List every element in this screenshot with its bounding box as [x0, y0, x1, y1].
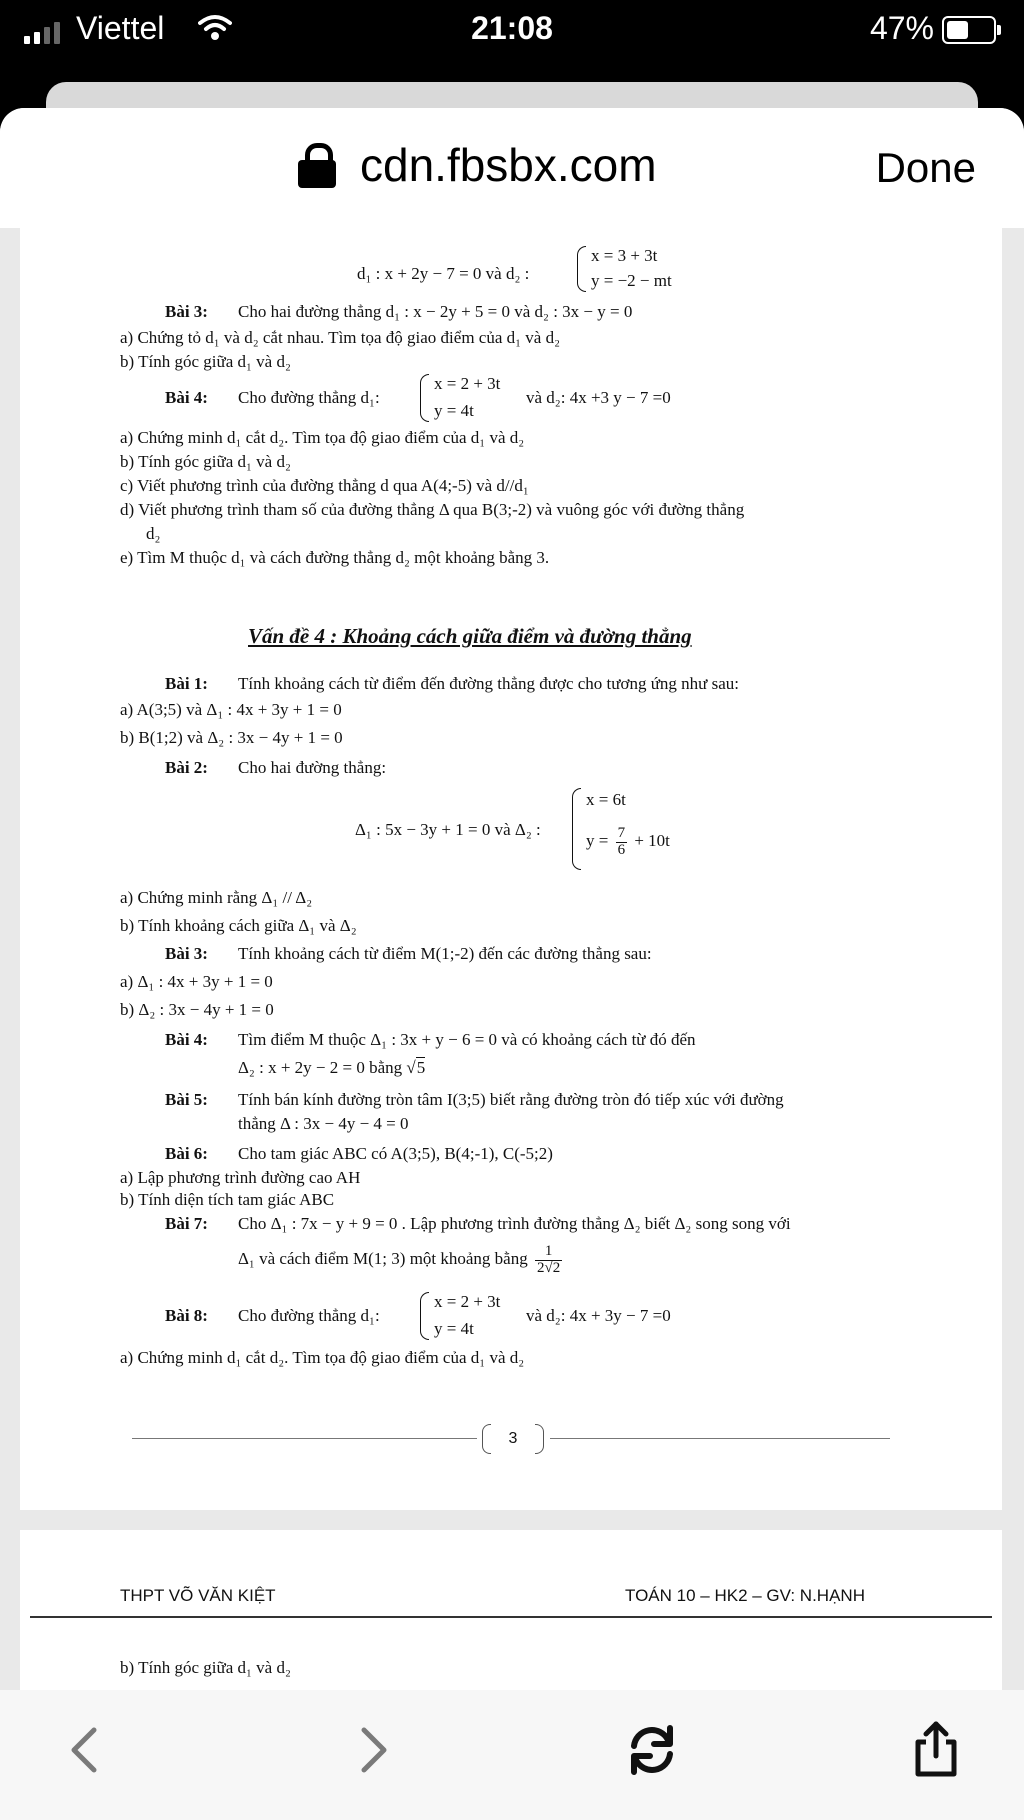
exercise-text: Tính khoảng cách từ điểm M(1;-2) đến các đường thẳng sau:: [238, 944, 652, 963]
system-row: x = 2 + 3t: [434, 1292, 501, 1311]
fraction: [616, 826, 628, 859]
fraction-denominator: 6: [617, 841, 626, 858]
exercise-label: Bài 4:: [165, 388, 208, 407]
footer-rule: [132, 1438, 477, 1439]
exercise-text: Cho hai đường thẳng d₁ : x − 2y + 5 = 0 và d₂ : 3x − y = 0: [238, 302, 633, 321]
exercise-item: d₂: [146, 524, 161, 543]
exercise-label: Bài 8:: [165, 1306, 208, 1325]
exercise-label: Bài 1:: [165, 674, 208, 693]
exercise-item: b) Tính góc giữa d₁ và d₂: [120, 452, 291, 471]
exercise-text-part: Δ₂ : x + 2y − 2 = 0 bằng √: [238, 1058, 416, 1077]
exercise-text: Cho đường thẳng d₁:: [238, 388, 380, 407]
exercise-text: Tìm điểm M thuộc Δ₁ : 3x + y − 6 = 0 và có khoảng cách từ đó đến: [238, 1030, 696, 1049]
exercise-item: e) Tìm M thuộc d₁ và cách đường thẳng d₂ một khoảng bằng 3.: [120, 548, 550, 567]
exercise-item: b) Tính góc giữa d₁ và d₂: [120, 1658, 291, 1677]
share-icon[interactable]: [904, 1718, 968, 1782]
exercise-item: a) Chứng tỏ d₁ và d₂ cắt nhau. Tìm tọa độ giao điểm của d₁ và d₂: [120, 328, 561, 347]
page-number-text: 3: [508, 1430, 518, 1447]
exercise-text: Cho đường thẳng d₁:: [238, 1306, 380, 1325]
system-row: y = 4t: [434, 401, 474, 420]
exercise-text: [238, 1058, 425, 1078]
system-row: x = 2 + 3t: [434, 374, 501, 393]
carrier-name: Viettel: [76, 10, 165, 46]
exercise-label: Bài 5:: [165, 1090, 208, 1109]
exercise-item: b) B(1;2) và Δ₂ : 3x − 4y + 1 = 0: [120, 728, 343, 747]
fraction-denominator: 2√2: [536, 1259, 561, 1276]
reload-icon[interactable]: [620, 1718, 684, 1782]
fraction-numerator: 1: [535, 1244, 562, 1261]
exercise-item: d) Viết phương trình tham số của đường thẳng Δ qua B(3;-2) và vuông góc với đường thẳng: [120, 500, 745, 519]
exercise-text: thẳng Δ : 3x − 4y − 4 = 0: [238, 1114, 409, 1133]
exercise-item: b) Δ₂ : 3x − 4y + 1 = 0: [120, 1000, 274, 1019]
browser-toolbar: [0, 1690, 1024, 1820]
exercise-item: a) Δ₁ : 4x + 3y + 1 = 0: [120, 972, 273, 991]
page-header-school: THPT VÕ VĂN KIỆT: [120, 1586, 276, 1605]
system-row-prefix: y =: [586, 831, 609, 851]
done-button[interactable]: Done: [875, 144, 976, 191]
exercise-text: [238, 1244, 565, 1277]
exercise-text-part: Δ₁ và cách điểm M(1; 3) một khoảng bằng: [238, 1249, 528, 1269]
exercise-text: Tính bán kính đường tròn tâm I(3;5) biết rằng đường tròn đó tiếp xúc với đường: [238, 1090, 784, 1109]
system-row: y = 4t: [434, 1319, 474, 1338]
exercise-equation: Δ₁ : 5x − 3y + 1 = 0 và Δ₂ :: [355, 820, 541, 839]
section-heading: Vấn đề 4 : Khoảng cách giữa điểm và đường thẳng: [248, 624, 692, 648]
exercise-label: Bài 2:: [165, 758, 208, 777]
system-row: [586, 826, 670, 859]
chevron-left-icon[interactable]: [54, 1718, 118, 1782]
status-bar: [0, 0, 1024, 62]
sqrt-value: 5: [416, 1058, 426, 1077]
fraction: [535, 1244, 562, 1277]
exercise-label: Bài 6:: [165, 1144, 208, 1163]
system-row: x = 6t: [586, 790, 626, 809]
fraction-numerator: 7: [617, 825, 626, 841]
exercise-text: Cho tam giác ABC có A(3;5), B(4;-1), C(-5;2): [238, 1144, 553, 1163]
header-rule: [30, 1616, 992, 1618]
battery-icon: [942, 16, 996, 44]
exercise-item: a) A(3;5) và Δ₁ : 4x + 3y + 1 = 0: [120, 700, 342, 719]
chevron-right-icon[interactable]: [340, 1718, 404, 1782]
browser-navbar: [0, 108, 1024, 228]
system-row-suffix: + 10t: [634, 831, 670, 851]
exercise-item: a) Chứng minh d₁ cắt d₂. Tìm tọa độ giao điểm của d₁ và d₂: [120, 428, 525, 447]
page-number: [476, 1424, 550, 1454]
exercise-item: b) Tính khoảng cách giữa Δ₁ và Δ₂: [120, 916, 357, 935]
exercise-item: b) Tính góc giữa d₁ và d₂: [120, 352, 291, 371]
browser-sheet: [0, 108, 1024, 1820]
lock-icon: [298, 160, 336, 188]
exercise-text: và d₂: 4x + 3y − 7 =0: [526, 1306, 671, 1325]
clock: 21:08: [471, 10, 553, 46]
page-header-course: TOÁN 10 – HK2 – GV: N.HẠNH: [625, 1586, 865, 1605]
exercise-text: Cho Δ₁ : 7x − y + 9 = 0 . Lập phương trình đường thẳng Δ₂ biết Δ₂ song song với: [238, 1214, 791, 1233]
exercise-label: Bài 4:: [165, 1030, 208, 1049]
exercise-item: c) Viết phương trình của đường thẳng d qua A(4;-5) và d//d₁: [120, 476, 529, 495]
exercise-text: Tính khoảng cách từ điểm đến đường thẳng được cho tương ứng như sau:: [238, 674, 740, 693]
exercise-text: và d₂: 4x +3 y − 7 =0: [526, 388, 671, 407]
exercise-item: a) Chứng minh d₁ cắt d₂. Tìm tọa độ giao điểm của d₁ và d₂: [120, 1348, 525, 1367]
document-page: [20, 228, 1002, 1510]
exercise-text: Cho hai đường thẳng:: [238, 758, 387, 777]
battery-percent: 47%: [869, 10, 934, 46]
document-page: [20, 1530, 1002, 1690]
footer-rule: [550, 1438, 890, 1439]
exercise-item: b) Tính diện tích tam giác ABC: [120, 1190, 335, 1209]
document-viewer[interactable]: [0, 228, 1024, 1690]
exercise-label: Bài 3:: [165, 944, 208, 963]
exercise-item: a) Lập phương trình đường cao AH: [120, 1168, 361, 1187]
exercise-label: Bài 7:: [165, 1214, 208, 1233]
system-row: x = 3 + 3t: [591, 246, 658, 265]
system-row: y = −2 − mt: [591, 271, 672, 290]
top-equation: d₁ : x + 2y − 7 = 0 và d₂ :: [357, 264, 530, 283]
exercise-item: a) Chứng minh rằng Δ₁ // Δ₂: [120, 888, 313, 907]
exercise-label: Bài 3:: [165, 302, 208, 321]
url-label[interactable]: cdn.fbsbx.com: [360, 139, 657, 191]
